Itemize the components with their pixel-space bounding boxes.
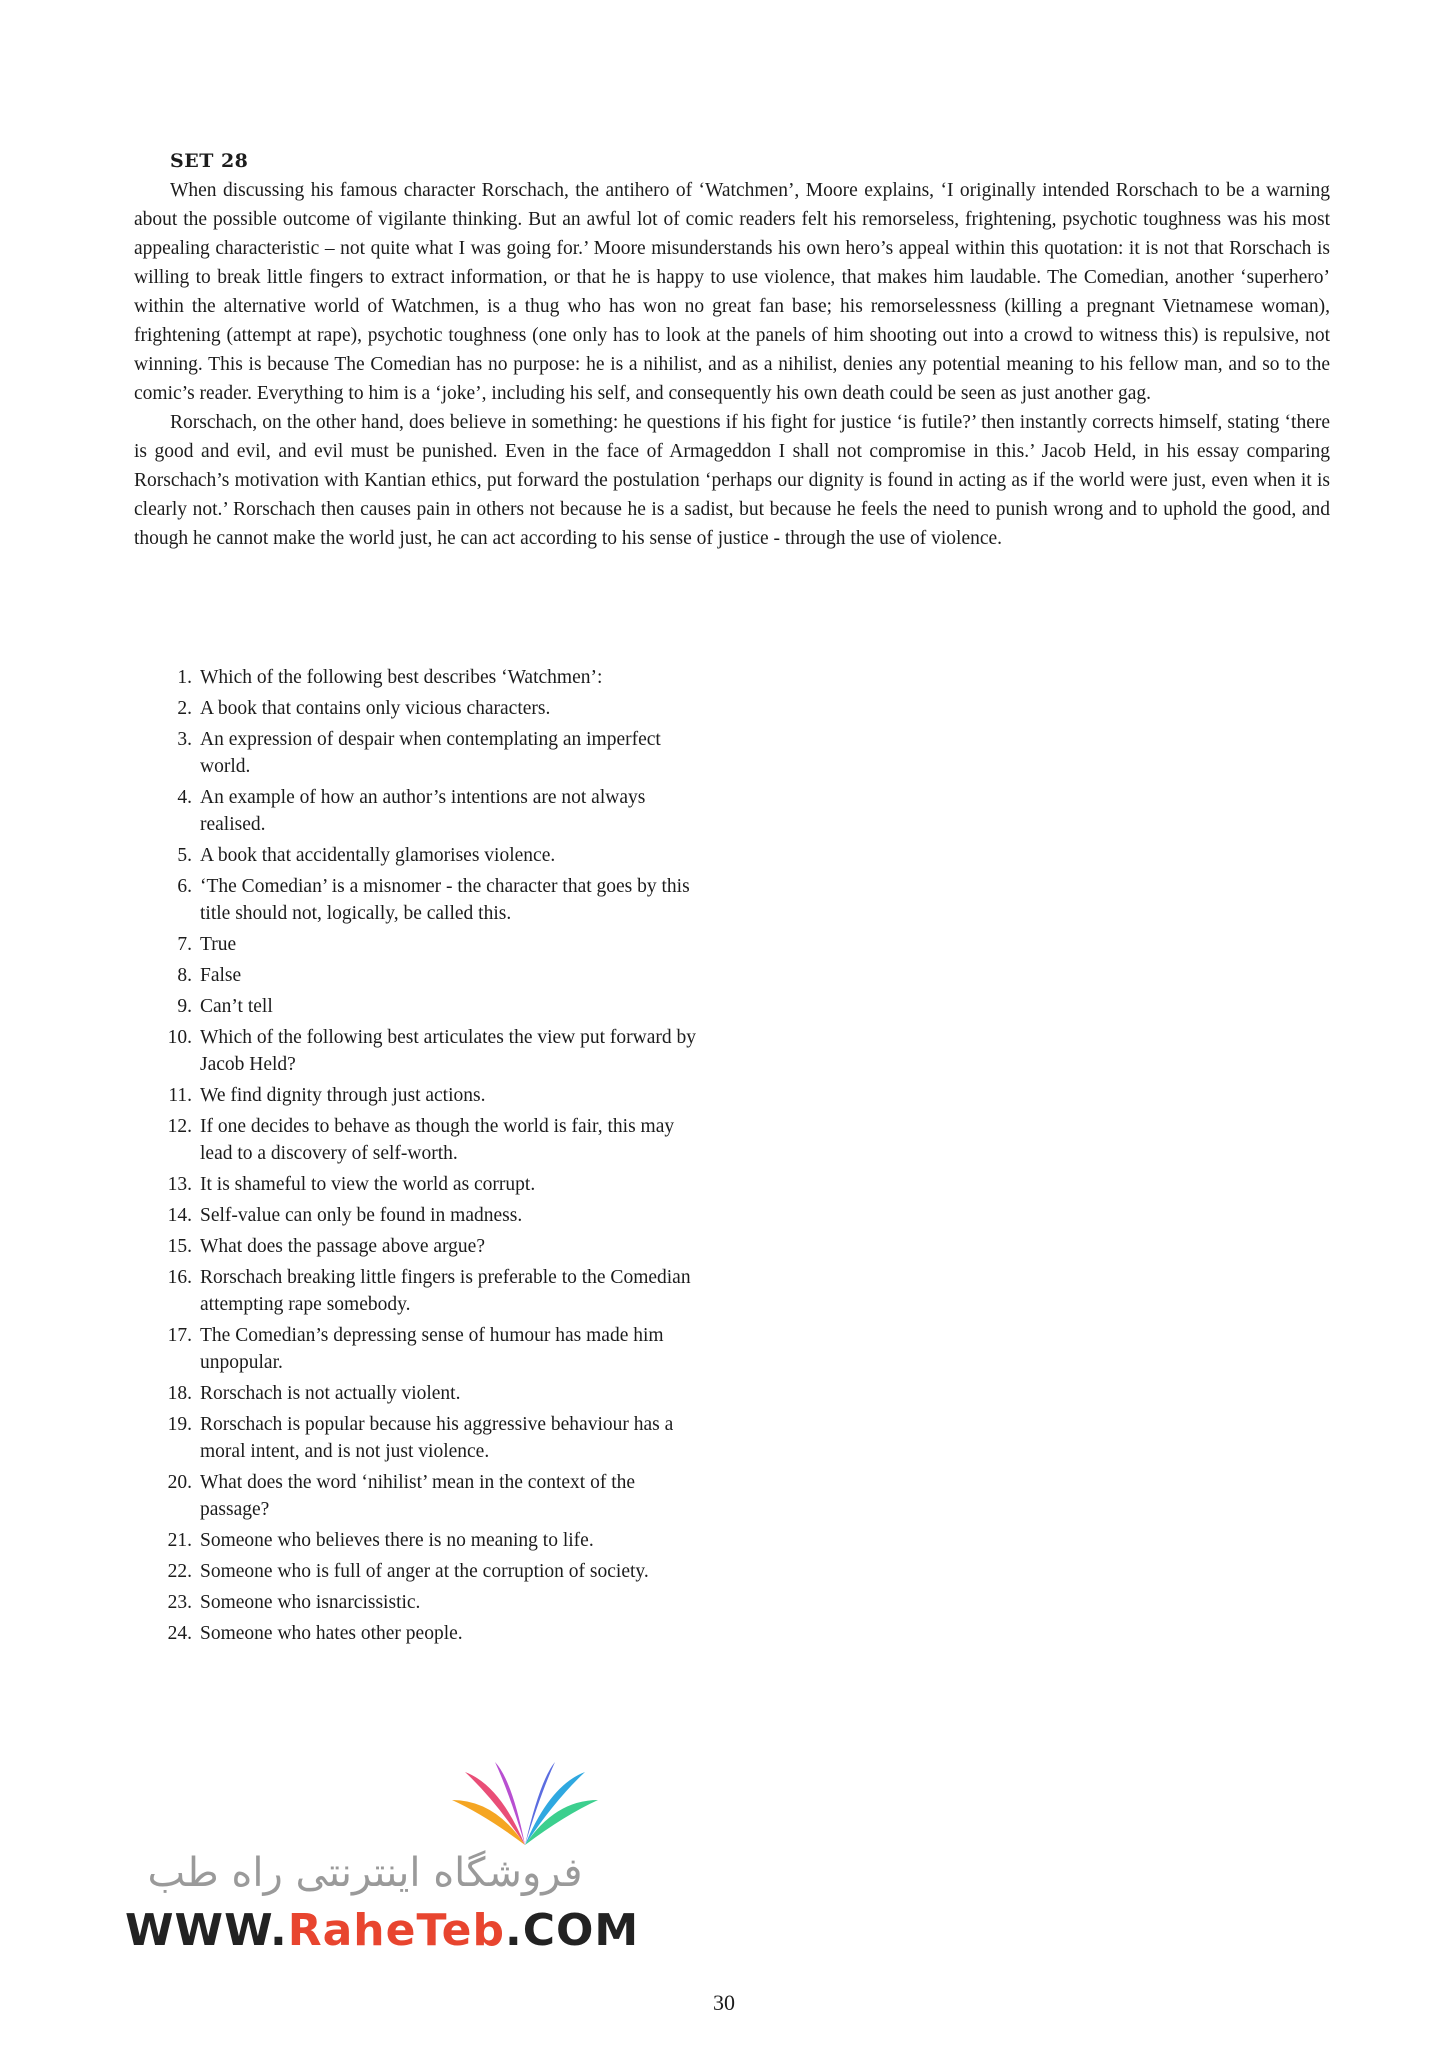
question-number: 10. — [167, 1027, 192, 1048]
question-number: 9. — [177, 996, 192, 1017]
question-text: True — [200, 934, 237, 955]
question-text: We find dignity through just actions. — [200, 1085, 486, 1106]
raheteb-watermark-logo — [120, 1760, 640, 1960]
question-text: The Comedian’s depressing sense of humour has made him unpopular. — [200, 1325, 664, 1373]
page-number: 30 — [713, 1990, 735, 2015]
book-fan-icon — [440, 1760, 610, 1850]
list-item — [146, 664, 706, 691]
question-number: 7. — [177, 934, 192, 955]
question-text: Someone who is full of anger at the corruption of society. — [200, 1561, 649, 1582]
question-text: Rorschach breaking little fingers is preferable to the Comedian attempting rape somebody. — [200, 1267, 691, 1315]
question-text: Can’t tell — [200, 996, 273, 1017]
question-number: 3. — [177, 729, 192, 750]
reading-passage — [134, 176, 1330, 553]
question-text: Someone who isnarcissistic. — [200, 1592, 421, 1613]
list-item — [146, 726, 706, 780]
question-number: 11. — [168, 1085, 192, 1106]
question-number: 13. — [167, 1174, 192, 1195]
list-item — [146, 1380, 706, 1407]
watermark-url — [125, 1905, 639, 1956]
list-item — [146, 873, 706, 927]
question-text: What does the passage above argue? — [200, 1236, 485, 1257]
list-item — [146, 993, 706, 1020]
question-text: Someone who hates other people. — [200, 1623, 463, 1644]
question-text: What does the word ‘nihilist’ mean in the context of the passage? — [200, 1472, 636, 1520]
question-text: An example of how an author’s intentions are not always realised. — [200, 787, 646, 835]
watermark-persian-text: فروشگاه اینترنتی راه طب — [147, 1850, 583, 1896]
question-number: 15. — [167, 1236, 192, 1257]
list-item — [146, 1113, 706, 1167]
list-item — [146, 1264, 706, 1318]
question-number: 12. — [167, 1116, 192, 1137]
question-number: 4. — [177, 787, 192, 808]
question-number: 8. — [177, 965, 192, 986]
question-text: Rorschach is not actually violent. — [200, 1383, 461, 1404]
question-number: 17. — [167, 1325, 192, 1346]
question-text: It is shameful to view the world as corrupt. — [200, 1174, 536, 1195]
question-number: 24. — [167, 1623, 192, 1644]
list-item — [146, 1322, 706, 1376]
watermark-url-suffix: .COM — [504, 1905, 640, 1956]
question-number: 20. — [167, 1472, 192, 1493]
question-number: 1. — [177, 667, 192, 688]
list-item — [146, 1589, 706, 1616]
list-item — [146, 1202, 706, 1229]
list-item — [146, 1024, 706, 1078]
list-item — [146, 931, 706, 958]
passage-paragraph-2: Rorschach, on the other hand, does believe in something: he questions if his fight for justice ‘is futile?’ then instantly corrects himself, stating ‘there is good and evil, and evil must be punished. Even in the face of Armageddon I shall not compromise in this.’ Jacob Held, in his essay comparing Rorschach’s motivation with Kantian ethics, put forward the postulation ‘perhaps our dignity is found in acting as if the world were just, even when it is clearly not.’ Rorschach then causes pain in others not because he is a sadist, but because he feels the need to punish wrong and to uphold the good, and though he cannot make the world just, he can act according to his sense of justice - through the use of violence. — [134, 412, 1330, 549]
question-number: 22. — [167, 1561, 192, 1582]
list-item — [146, 1620, 706, 1647]
question-text: If one decides to behave as though the world is fair, this may lead to a discovery of self-worth. — [200, 1116, 675, 1164]
list-item — [146, 1527, 706, 1554]
question-text: Rorschach is popular because his aggressive behaviour has a moral intent, and is not just violence. — [200, 1414, 674, 1462]
question-text: Which of the following best describes ‘Watchmen’: — [200, 667, 603, 688]
question-text: Which of the following best articulates the view put forward by Jacob Held? — [200, 1027, 697, 1075]
passage-paragraph-1: When discussing his famous character Rorschach, the antihero of ‘Watchmen’, Moore explains, ‘I originally intended Rorschach to be a warning about the possible outcome of vigilante thinking. But an awful lot of comic readers felt his remorseless, frightening, psychotic toughness was his most appealing characteristic – not quite what I was going for.’ Moore misunderstands his own hero’s appeal within this quotation: it is not that Rorschach is willing to break little fingers to extract information, or that he is happy to use violence, that makes him laudable. The Comedian, another ‘superhero’ within the alternative world of Watchmen, is a thug who has won no great fan base; his remorselessness (killing a pregnant Vietnamese woman), frightening (attempt at rape), psychotic toughness (one only has to look at the panels of him shooting out into a crowd to witness this) is repulsive, not winning. This is because The Comedian has no purpose: he is a nihilist, and as a nihilist, denies any potential meaning to his fellow man, and so to the comic’s reader. Everything to him is a ‘joke’, including his self, and consequently his own death could be seen as just another gag. — [134, 180, 1330, 404]
question-number: 5. — [177, 845, 192, 866]
question-text: A book that contains only vicious characters. — [200, 698, 551, 719]
question-number: 14. — [167, 1205, 192, 1226]
question-number: 2. — [177, 698, 192, 719]
question-number: 6. — [177, 876, 192, 897]
watermark-url-prefix: WWW. — [125, 1905, 288, 1956]
list-item — [146, 962, 706, 989]
list-item — [146, 695, 706, 722]
watermark-brand: RaheTeb — [287, 1905, 505, 1956]
question-number: 21. — [167, 1530, 192, 1551]
list-item — [146, 1171, 706, 1198]
list-item — [146, 1411, 706, 1465]
question-text: Self-value can only be found in madness. — [200, 1205, 523, 1226]
list-item — [146, 1469, 706, 1523]
list-item — [146, 1558, 706, 1585]
question-number: 18. — [167, 1383, 192, 1404]
list-item — [146, 842, 706, 869]
question-number: 16. — [167, 1267, 192, 1288]
list-item — [146, 784, 706, 838]
question-text: A book that accidentally glamorises violence. — [200, 845, 556, 866]
question-text: Someone who believes there is no meaning to life. — [200, 1530, 594, 1551]
list-item — [146, 1233, 706, 1260]
question-text: An expression of despair when contemplating an imperfect world. — [200, 729, 661, 777]
set-title: SET 28 — [170, 150, 249, 172]
question-list — [146, 664, 706, 1651]
list-item — [146, 1082, 706, 1109]
question-number: 19. — [167, 1414, 192, 1435]
question-text: ‘The Comedian’ is a misnomer - the character that goes by this title should not, logically, be called this. — [200, 876, 690, 924]
question-text: False — [200, 965, 242, 986]
question-number: 23. — [167, 1592, 192, 1613]
